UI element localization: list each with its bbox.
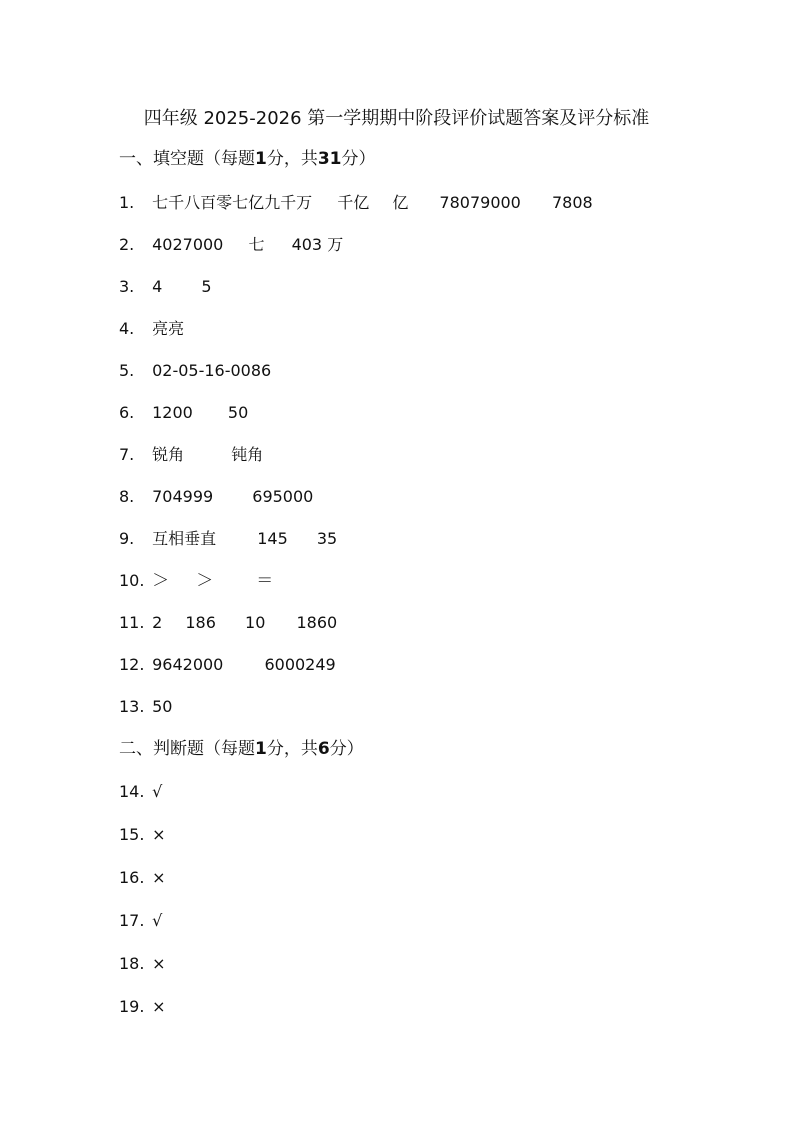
question-number: 9. [119,529,135,548]
answer-value: 5 [201,277,212,296]
answer-row-3 [119,275,212,299]
answer-row-19 [119,995,166,1019]
answer-row-15 [119,823,166,847]
question-number: 7. [119,445,135,464]
answer-value: 50 [152,697,173,716]
question-number: 18. [119,954,145,973]
answer-value: 2 [152,613,163,632]
question-number: 12. [119,655,145,674]
answer-row-1 [119,191,593,215]
answer-row-7 [119,443,263,467]
section-heading-total-score: 6 [317,739,330,759]
answer-row-8 [119,485,313,509]
answer-row-6 [119,401,248,425]
question-number: 5. [119,361,135,380]
answer-value: 7808 [551,193,593,212]
answer-row-11 [119,611,337,635]
answer-row-10 [119,569,273,593]
answer-value: 186 [185,613,216,632]
answer-row-9 [119,527,337,551]
answer-value: 704999 [152,487,214,506]
answer-value: 4 [152,277,163,296]
answer-value: 10 [245,613,266,632]
answer-value: 695000 [252,487,314,506]
check-mark: √ [152,782,163,801]
answer-value: 9642000 [152,655,224,674]
question-number: 8. [119,487,135,506]
answer-value: 钝角 [231,445,264,464]
question-number: 19. [119,997,145,1016]
question-number: 4. [119,319,135,338]
answer-value: ＞ [196,571,214,591]
section-heading-prefix: 二、判断题（每题 [119,739,255,759]
answer-row-18 [119,952,166,976]
question-number: 16. [119,868,145,887]
answer-value: 145 [257,529,288,548]
answer-value: ＞ [152,571,170,591]
section-heading-mid: 分，共 [266,149,318,169]
answer-row-5 [119,359,271,383]
answer-row-12 [119,653,336,677]
answer-value: ＝ [256,571,274,591]
answer-value: 6000249 [264,655,336,674]
answer-row-4 [119,317,184,341]
answer-value: 互相垂直 [152,529,217,548]
answer-value: 403 万 [291,235,344,254]
answer-value: 4027000 [152,235,224,254]
question-number: 2. [119,235,135,254]
question-number: 3. [119,277,135,296]
question-number: 11. [119,613,145,632]
answer-value: 亿 [392,193,409,212]
question-number: 1. [119,193,135,212]
answer-value: 千亿 [337,193,370,212]
answer-value: 1860 [296,613,338,632]
cross-mark: × [152,954,166,973]
question-number: 6. [119,403,135,422]
answer-value: 锐角 [152,445,185,464]
page-title: 四年级 2025-2026 第一学期期中阶段评价试题答案及评分标准 [143,108,650,129]
cross-mark: × [152,997,166,1016]
answer-value: 亮亮 [152,319,185,338]
answer-row-13 [119,695,172,719]
answer-value: 78079000 [439,193,521,212]
section-heading-fill-in [119,147,376,171]
answer-row-14 [119,780,162,804]
section-heading-mid: 分，共 [266,739,318,759]
section-heading-per-score: 1 [255,739,267,759]
question-number: 15. [119,825,145,844]
section-heading-per-score: 1 [255,149,267,169]
answer-row-2 [119,233,343,257]
section-heading-suffix: 分） [329,739,364,759]
section-heading-true-false [119,737,364,761]
check-mark: √ [152,911,163,930]
question-number: 17. [119,911,145,930]
question-number: 14. [119,782,145,801]
answer-value: 02-05-16-0086 [152,361,272,380]
section-heading-total-score: 31 [317,149,342,169]
answer-value: 七 [248,235,265,254]
answer-value: 七千八百零七亿九千万 [152,193,313,212]
question-number: 13. [119,697,145,716]
cross-mark: × [152,868,166,887]
cross-mark: × [152,825,166,844]
answer-value: 35 [316,529,338,548]
answer-row-17 [119,909,162,933]
section-heading-prefix: 一、填空题（每题 [119,149,255,169]
answer-value: 50 [227,403,249,422]
answer-row-16 [119,866,166,890]
question-number: 10. [119,571,145,590]
section-heading-suffix: 分） [341,149,376,169]
answer-value: 1200 [152,403,193,422]
